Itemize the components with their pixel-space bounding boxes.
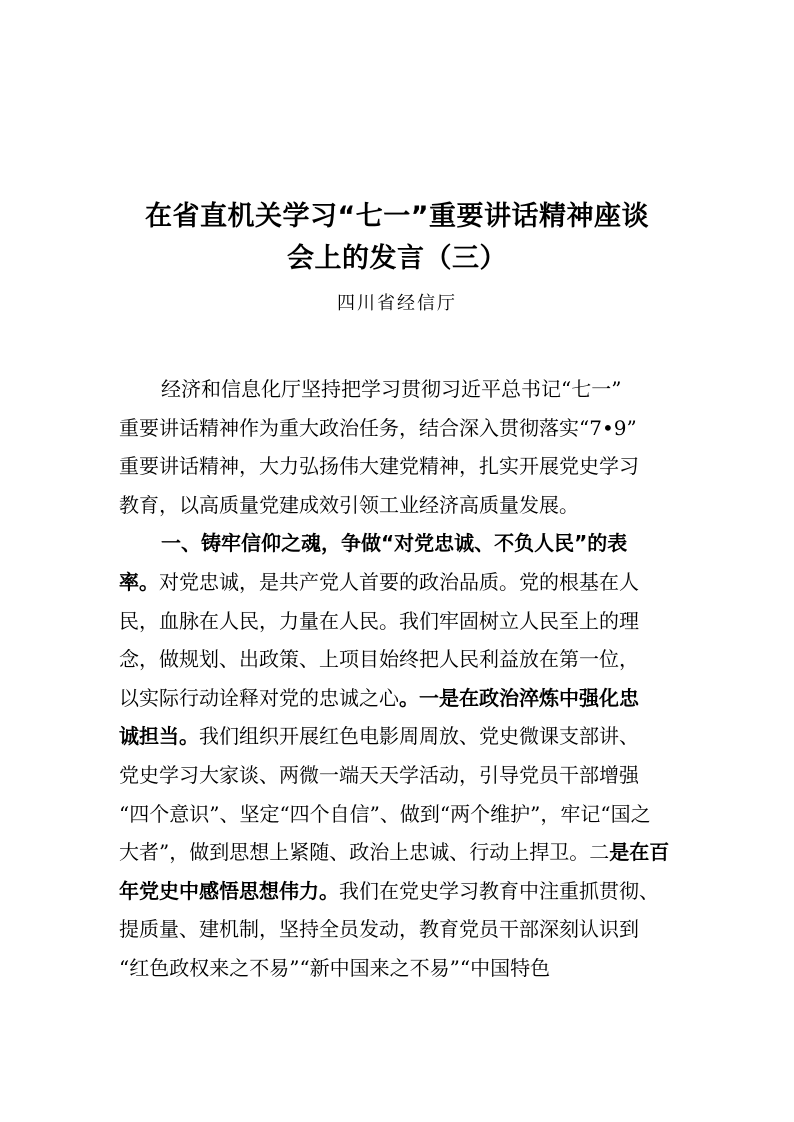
subheading-continuation: 年党史中感悟思想伟力。 — [119, 878, 339, 903]
line-text: 教育，以高质量党建成效引领工业经济高质量发展。 — [119, 492, 579, 517]
line-text: 我们组织开展红色电影周周放、党史微课支部讲、 — [199, 724, 639, 749]
line-text: 念，做规划、出政策、上项目始终把人民利益放在第一位， — [119, 647, 639, 672]
body-line — [119, 949, 689, 988]
body-line — [119, 370, 689, 409]
body-line — [119, 717, 689, 756]
line-text: 对党忠诚，是共产党人首要的政治品质。党的根基在人 — [159, 569, 639, 594]
document-title-line-2: 会上的发言（三） — [287, 243, 507, 274]
section-heading-text: 一、铸牢信仰之魂，争做“对党忠诚、不负人民”的表 — [161, 531, 628, 556]
line-text: 重要讲话精神，大力弘扬伟大建党精神，扎实开展党史学习 — [119, 454, 639, 479]
document-body — [119, 370, 689, 988]
body-line — [119, 602, 689, 641]
body-line — [119, 910, 689, 949]
line-text: 经济和信息化厅坚持把学习贯彻习近平总书记“七一” — [161, 377, 622, 401]
body-line — [119, 486, 689, 525]
body-line — [119, 833, 689, 872]
line-text: 党史学习大家谈、两微一端天天学活动，引导党员干部增强 — [119, 762, 639, 787]
document-title-line-1: 在省直机关学习“七一”重要讲话精神座谈 — [145, 201, 649, 232]
body-line — [119, 679, 689, 718]
body-line — [119, 872, 689, 911]
line-text: 大者”，做到思想上紧随、政治上忠诚、行动上捍卫。二 — [119, 840, 610, 865]
subheading-text: 是在百 — [609, 840, 670, 865]
line-text: 重要讲话精神作为重大政治任务，结合深入贯彻落实“7•9” — [119, 415, 637, 440]
line-text: “四个意识”、坚定“四个自信”、做到“两个维护”，牢记“国之 — [119, 801, 651, 826]
body-line — [119, 640, 689, 679]
body-line — [119, 447, 689, 486]
subheading-continuation: 诚担当。 — [119, 724, 199, 749]
line-text: 我们在党史学习教育中注重抓贯彻、 — [339, 878, 659, 903]
line-text: 提质量、建机制，坚持全员发动，教育党员干部深刻认识到 — [119, 917, 639, 942]
document-author: 四川省经信厅 — [337, 293, 457, 314]
body-line — [119, 756, 689, 795]
line-text: “红色政权来之不易”“新中国来之不易”“中国特色 — [119, 955, 551, 980]
body-line — [119, 409, 689, 448]
section-heading-line — [119, 524, 689, 563]
subheading-text: 。一是在政治淬炼中强化忠 — [399, 685, 639, 710]
line-text: 以实际行动诠释对党的忠诚之心 — [119, 685, 399, 710]
line-text: 民，血脉在人民，力量在人民。我们牢固树立人民至上的理 — [119, 608, 639, 633]
heading-continuation: 率。 — [119, 569, 159, 594]
body-line — [119, 563, 689, 602]
body-line — [119, 795, 689, 834]
